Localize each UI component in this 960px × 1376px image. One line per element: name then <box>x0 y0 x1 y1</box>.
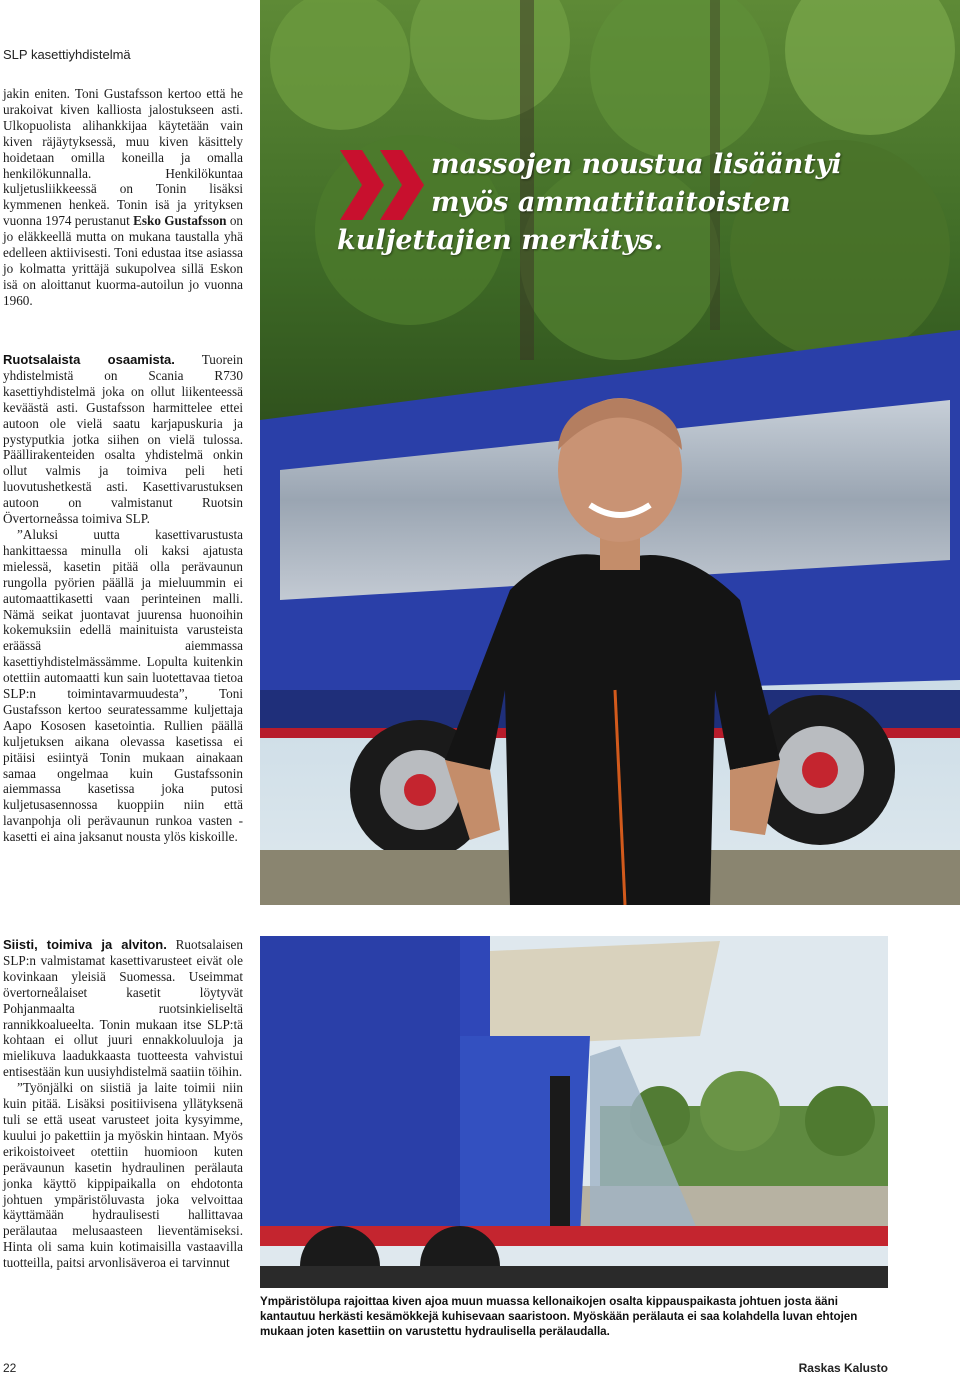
article-column-top <box>3 86 243 309</box>
photo-driver-truck <box>260 0 960 905</box>
photo-caption: Ympäristölupa rajoittaa kiven ajoa muun muassa kellonaikojen osalta kippauspaikasta johtuen josta ääni kantautuu herkästi kesämökkejä kuhisevaan saaristoon. Myöskään perälauta ei saa kolahdella luvan ehtojen mukaan joten kasettiin on varustettu hydraulisella perälaudalla. <box>260 1295 858 1338</box>
page-number: 22 <box>3 1361 17 1375</box>
article-column-middle <box>3 352 243 845</box>
section-header: SLP kasettiyhdistelmä <box>3 47 131 62</box>
article-column-bottom <box>3 937 243 1271</box>
article-paragraph: ”Aluksi uutta kasettivarustusta hankittaessa minulla oli kaksi ajatusta mielessä, kasetin pitää olla perävaunun rungolla pyörien päällä ja mieluummin ei automaattikasetti vaan perinteinen malli. Nämä seikat juontavat juurensa huonoihin kokemuksiin edellä mainituista varusteista eräässä aiemmassa kasettiyhdistelmässämme. Lopulta kuitenkin otettiin automaatti kun sain luotettavaa tietoa SLP:n toimintavarmuudesta”, Toni Gustafsson kertoo seuratessamme kuljettaja Aapo Kososen kasetointia. Rullien päällä kuljetuksen aikana olevassa kasetissa ei pitäisi esiintyä Tonin mukaan ainakaan samaa ongelmaa kuin Gustafssonin aiemmassa kasetissa joka putosi kuljetusasennossa kuoppiin niin että lavanpohja oli perävaunun runkoa vasten -kasetti ei aina jaksanut nousta ylös kiskoille. <box>3 526 243 845</box>
magazine-name: Raskas Kalusto <box>798 1361 888 1375</box>
article-paragraph: Ruotsalaista osaamista. Tuorein yhdistelmistä on Scania R730 kasettiyhdistelmä joka on ollut liikenteessä keväästä asti. Gustafsson harmittelee ettei autoon ole vielä saatu karjapuskuria ja pystyputkia jotka siihen on vielä tulossa. Päällirakenteiden osalta yhdistelmä onkin ollut valmis ja toimiva peli heti luovutushetkestä asti. Kasettivarustuksen autoon on valmistanut Ruotsin Övertorneåssa toimiva SLP. <box>3 352 243 527</box>
pull-quote: massojen noustua lisääntyi myös ammattitaitoisten kuljettajien merkitys. <box>337 149 842 256</box>
article-paragraph: jakin eniten. Toni Gustafsson kertoo että he urakoivat kiven kalliosta jalostukseen asti. Ulkopuolista alihankkijaa käytetään vain kiven räjäytyksessä, muu kiven käsittely hoidetaan omilla koneilla ja omalla henkilökunnalla. Henkilökuntaa kuljetusliikkeessä on Tonin lisäksi kymmenen henkeä. Tonin isä ja yrityksen vuonna 1974 perustanut Esko Gustafsson on jo eläkkeellä mutta on mukana taustalla yhä edelleen aktiivisesti. Toni edustaa itse asiassa jo kolmatta yrittäjä sukupolvea sillä Eskon isä on aloittanut kuorma-autoilun jo vuonna 1960. <box>3 86 244 308</box>
article-paragraph: ”Työnjälki on siistiä ja laite toimii niin kuin pitää. Lisäksi positiivisena yllätyksenä tuli se että useat varusteet joita kysyimme, kuului jo pakettiin ja myöskin hintaan. Myös erikoistoiveet otettiin huomioon kuten perävaunun kasetin hydraulinen perälauta jonka käyttö kippipaikalla on ehdotonta johtuen ympäristöluvasta joka velvoittaa käyttämään hydraulisesti hallittavaa perälautaa melusaasteen lieventämiseksi. Hinta oli sama kuin kotimaisilla vastaavilla tuotteilla, paitsi arvonlisäveroa ei tarvinnut <box>3 1080 243 1271</box>
subheading: Siisti, toimiva ja alviton. <box>3 937 167 952</box>
photo-tipper-tailgate <box>260 936 888 1288</box>
subheading: Ruotsalaista osaamista. <box>3 352 175 367</box>
article-paragraph: Siisti, toimiva ja alviton. Ruotsalaisen SLP:n valmistamat kasettivarusteet eivät ole kovinkaan yleisiä Suomessa. Useimmat övertorneålaiset kasetit löytyvät Pohjanmaalta ruotsinkieliseltä rannikkoalueelta. Tonin mukaan itse SLP:tä kohtaan ei ollut juuri ennakkoluuloja ja mielikuva laadukkaasta tuotteesta vahvistui entisestään kun uusiyhdistelmä saatiin töihin. <box>3 937 244 1080</box>
